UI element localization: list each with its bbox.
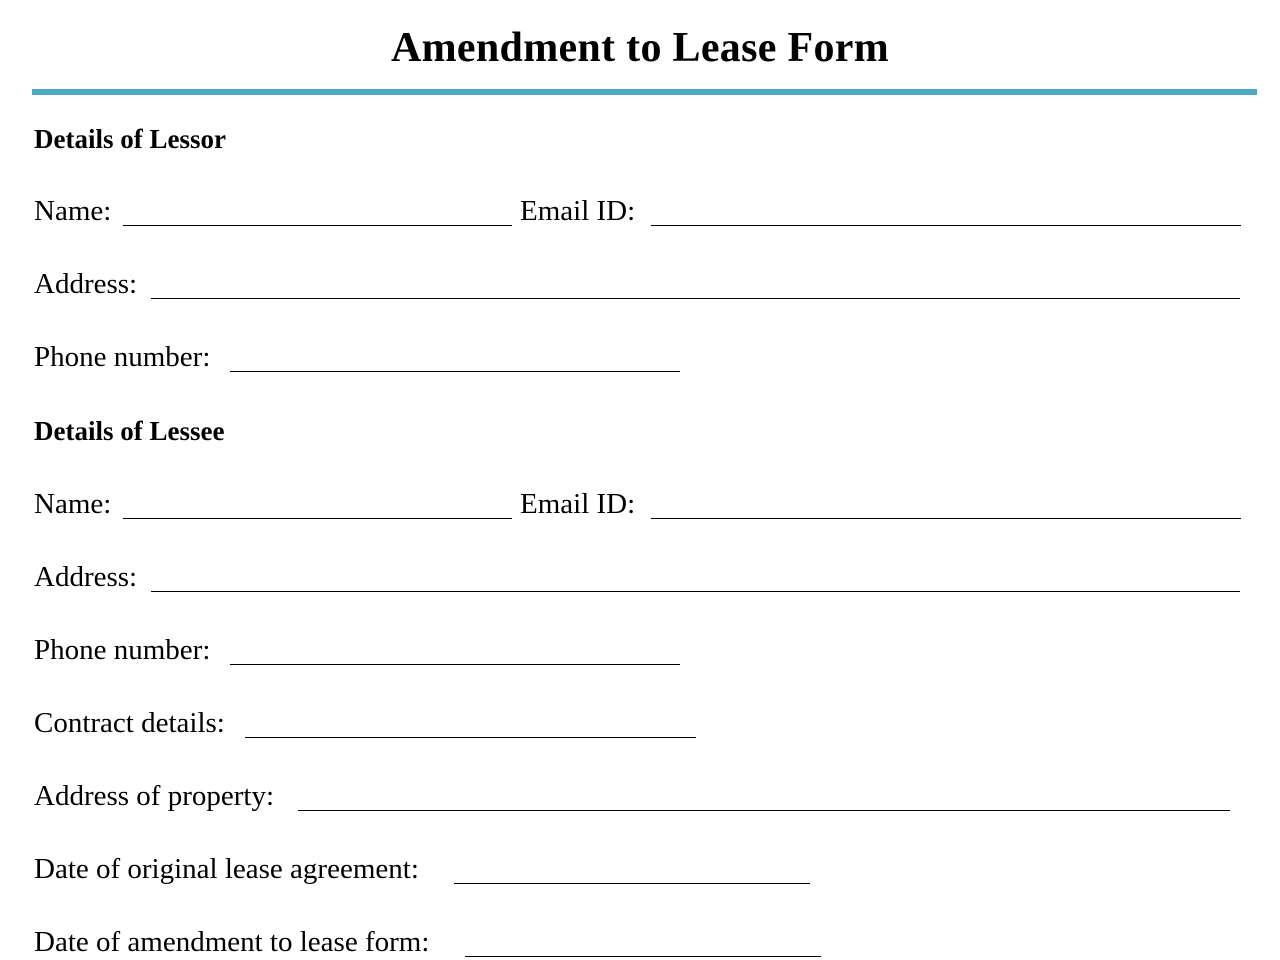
amendment-date-field[interactable]	[465, 956, 821, 957]
lessor-email-field[interactable]	[651, 225, 1241, 226]
lessor-address-field[interactable]	[151, 298, 1240, 299]
property-address-field[interactable]	[298, 810, 1230, 811]
lessor-address-label: Address:	[34, 268, 138, 300]
lessee-section-heading: Details of Lessee	[34, 416, 225, 446]
lessee-name-field[interactable]	[123, 518, 512, 519]
lessor-name-field[interactable]	[123, 225, 512, 226]
original-lease-date-label: Date of original lease agreement:	[34, 853, 419, 885]
title-divider	[32, 89, 1257, 95]
lessee-phone-label: Phone number:	[34, 634, 211, 666]
contract-details-label: Contract details:	[34, 707, 225, 739]
lessee-name-label: Name:	[34, 488, 112, 520]
lessor-section-heading: Details of Lessor	[34, 124, 226, 154]
original-lease-date-field[interactable]	[454, 883, 810, 884]
lessor-email-label: Email ID:	[520, 195, 636, 227]
lessor-phone-label: Phone number:	[34, 341, 211, 373]
property-address-label: Address of property:	[34, 780, 275, 812]
contract-details-field[interactable]	[245, 737, 696, 738]
lessee-phone-field[interactable]	[230, 664, 680, 665]
lessee-address-field[interactable]	[151, 591, 1240, 592]
lessor-name-label: Name:	[34, 195, 112, 227]
lessee-email-label: Email ID:	[520, 488, 636, 520]
form-title: Amendment to Lease Form	[391, 25, 889, 71]
lessor-phone-field[interactable]	[230, 371, 680, 372]
lessee-address-label: Address:	[34, 561, 138, 593]
amendment-date-label: Date of amendment to lease form:	[34, 926, 430, 958]
lessee-email-field[interactable]	[651, 518, 1241, 519]
